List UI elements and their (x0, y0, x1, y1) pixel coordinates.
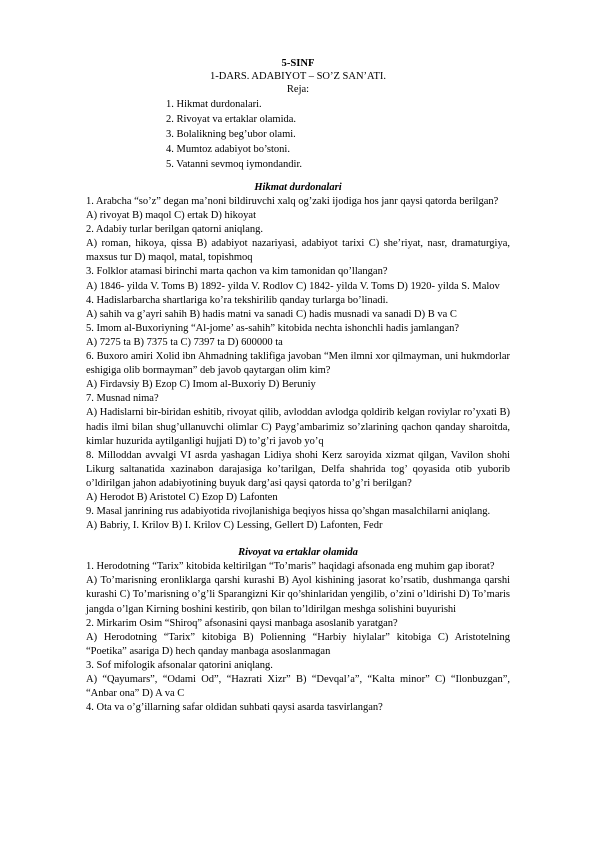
section-body-hikmat (86, 195, 510, 533)
plan-item: 3. Bolalikning beg’ubor olami. (166, 129, 296, 140)
question-line: 6. Buxoro amiri Xolid ibn Ahmadning taklifiga javoban “Men ilmni xor qilmayman, uni hukmdorlar eshigiga olib bormayman” deb javob qaytargan olim kim? (86, 351, 510, 377)
plan-item: 1. Hikmat durdonalari. (166, 99, 262, 110)
answer-line: A) Babriy, I. Krilov B) I. Krilov C) Lessing, Gellert D) Lafonten, Fedr (86, 520, 383, 532)
answer-line: A) To’marisning eronliklarga qarshi kurashi B) Ayol kishining jasorat ko’rsatib, dushmanga qarshi kurashi C) To’marisning o’g’li Sparangizni Kir qo’shinlaridan yengilib, o’zini o’ldirishi D) To’maris jangda o’lgan Kirning boshini kestirib, qon bilan to’ldirilgan meshga solishini buyurishi (86, 575, 510, 615)
question-line: 3. Folklor atamasi birinchi marta qachon va kim tamonidan qo’llangan? (86, 266, 388, 278)
section-title-hikmat: Hikmat durdonalari (254, 182, 342, 193)
grade-heading: 5-SINF (281, 58, 315, 69)
question-line: 1. Arabcha “so’z” degan ma’noni bildiruvchi xalq og’zaki ijodiga hos janr qaysi qatorda berilgan? (86, 196, 499, 207)
answer-line: A) sahih va g’ayri sahih B) hadis matni va sanadi C) hadis musnadi va sanadi D) B va C (86, 308, 457, 320)
answer-line: A) “Qayumars”, “Odami Od”, “Hazrati Xizr” B) “Devqal’a”, “Kalta minor” C) “Ilonbuzgan”, “Anbar ona” D) A va C (86, 674, 510, 700)
answer-line: A) Hadislarni bir-biridan eshitib, rivoyat qilib, avloddan avlodga qoldirib kelgan roviylar ro’yxati B) hadis ilmi bilan shug’ullanuvchi olimlar C) Payg’ambarimiz so’zlarining qachon qanday sharoitda, kimlar huzurida aytilganligi hujjati D) to’g’ri javob yo’q (86, 407, 510, 447)
section-body-rivoyat (86, 560, 510, 715)
answer-line: A) Firdavsiy B) Ezop C) Imom al-Buxoriy D) Beruniy (86, 379, 316, 391)
answer-line: A) rivoyat B) maqol C) ertak D) hikoyat (86, 210, 256, 222)
question-line: 2. Mirkarim Osim “Shiroq” afsonasini qaysi manbaga asoslanib yaratgan? (86, 617, 398, 629)
plan-item: 2. Rivoyat va ertaklar olamida. (166, 114, 297, 125)
question-line: 4. Hadislarbarcha shartlariga ko’ra tekshirilib qanday turlarga bo’linadi. (86, 294, 389, 306)
answer-line: A) roman, hikoya, qissa B) adabiyot nazariyasi, adabiyot tarixi C) she’riyat, nasr, dramaturgiya, maxsus tur D) maqol, matal, topishmoq (86, 238, 510, 264)
answer-line: A) 7275 ta B) 7375 ta C) 7397 ta D) 600000 ta (86, 336, 283, 348)
plan-title: Reja: (286, 84, 310, 95)
answer-line: A) Herodot B) Aristotel C) Ezop D) Lafonten (86, 491, 278, 503)
question-line: 7. Musnad nima? (86, 393, 159, 405)
question-line: 4. Ota va o’g’illarning safar oldidan suhbati qaysi asarda tasvirlangan? (86, 702, 383, 714)
document-page (86, 57, 510, 715)
section-title-rivoyat: Rivoyat va ertaklar olamida (238, 547, 358, 559)
plan-list (166, 97, 510, 172)
lesson-title: 1-DARS. ADABIYOT – SO’Z SAN’ATI. (210, 71, 386, 82)
question-line: 8. Milloddan avvalgi VI asrda yashagan Lidiya shohi Kerz saroyida xizmat qilgan, Vavilon shohi Likurg saltanatida xazinabon darajasiga ko’tarilgan, Delfa shahrida tog’ qoyasida otib yuborib o’ldirilgan jahon adabiyotining buyuk darg’asi qaysi qatorda to’g’ri berilgan? (86, 449, 510, 489)
question-line: 2. Adabiy turlar berilgan qatorni aniqlang. (86, 224, 263, 236)
question-line: 3. Sof mifologik afsonalar qatorini aniqlang. (86, 659, 273, 671)
plan-item: 4. Mumtoz adabiyot bo’stoni. (166, 144, 290, 155)
question-line: 9. Masal janrining rus adabiyotida rivojlanishiga beqiyos hissa qo’shgan masalchilarni aniqlang. (86, 506, 491, 518)
answer-line: A) Herodotning “Tarix” kitobiga B) Polienning “Harbiy hiylalar” kitobiga C) Aristotelning “Poetika” asariga D) hech qanday manbaga asoslanmagan (86, 631, 510, 657)
plan-item: 5. Vatanni sevmoq iymondandir. (166, 159, 303, 170)
answer-line: A) 1846- yilda V. Toms B) 1892- yilda V. Rodlov C) 1842- yilda V. Toms D) 1920- yilda S. Malov (86, 280, 500, 292)
question-line: 1. Herodotning “Tarix” kitobida keltirilgan “To’maris” haqidagi afsonada eng muhim gap iborat? (86, 561, 495, 573)
question-line: 5. Imom al-Buxoriyning “Al-jome’ as-sahih” kitobida nechta ishonchli hadis jamlangan? (86, 322, 460, 334)
